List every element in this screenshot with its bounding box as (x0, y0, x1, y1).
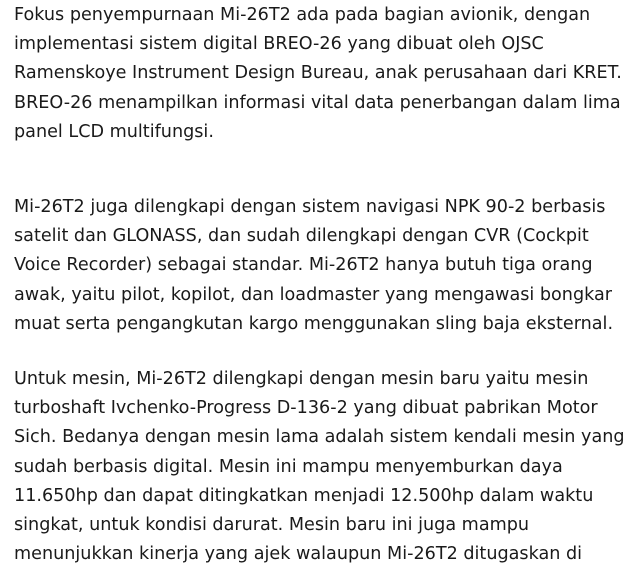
text-line: Untuk mesin, Mi-26T2 dilengkapi dengan mesin baru yaitu mesin (14, 369, 589, 389)
paragraph-engine (14, 365, 625, 569)
text-line: Sich. Bedanya dengan mesin lama adalah sistem kendali mesin yang (14, 427, 625, 448)
text-line: Voice Recorder) sebagai standar. Mi-26T2 hanya butuh tiga orang (14, 255, 593, 276)
text-line: awak, yaitu pilot, kopilot, dan loadmaster yang mengawasi bongkar (14, 284, 613, 305)
text-line: Ramenskoye Instrument Design Bureau, anak perusahaan dari KRET. (14, 63, 622, 84)
text-line: panel LCD multifungsi. (14, 121, 214, 142)
paragraph-navigation (14, 193, 613, 339)
text-line: sudah berbasis digital. Mesin ini mampu menyemburkan daya (14, 456, 563, 477)
text-line: BREO-26 menampilkan informasi vital data penerbangan dalam lima (14, 92, 621, 113)
text-line: Fokus penyempurnaan Mi-26T2 ada pada bagian avionik, dengan (14, 5, 591, 25)
paragraph-avionics (14, 1, 622, 147)
text-line: menunjukkan kinerja yang ajek walaupun Mi-26T2 ditugaskan di (14, 544, 583, 565)
text-line: muat serta pengangkutan kargo menggunakan sling baja eksternal. (14, 313, 614, 334)
text-line: singkat, untuk kondisi darurat. Mesin baru ini juga mampu (14, 515, 530, 536)
text-line: satelit dan GLONASS, dan sudah dilengkapi dengan CVR (Cockpit (14, 226, 589, 247)
text-line: turboshaft Ivchenko-Progress D-136-2 yang dibuat pabrikan Motor (14, 398, 598, 419)
text-line: 11.650hp dan dapat ditingkatkan menjadi 12.500hp dalam waktu (14, 485, 594, 506)
text-line: Mi-26T2 juga dilengkapi dengan sistem navigasi NPK 90-2 berbasis (14, 197, 606, 217)
text-line: implementasi sistem digital BREO-26 yang dibuat oleh OJSC (14, 34, 544, 55)
